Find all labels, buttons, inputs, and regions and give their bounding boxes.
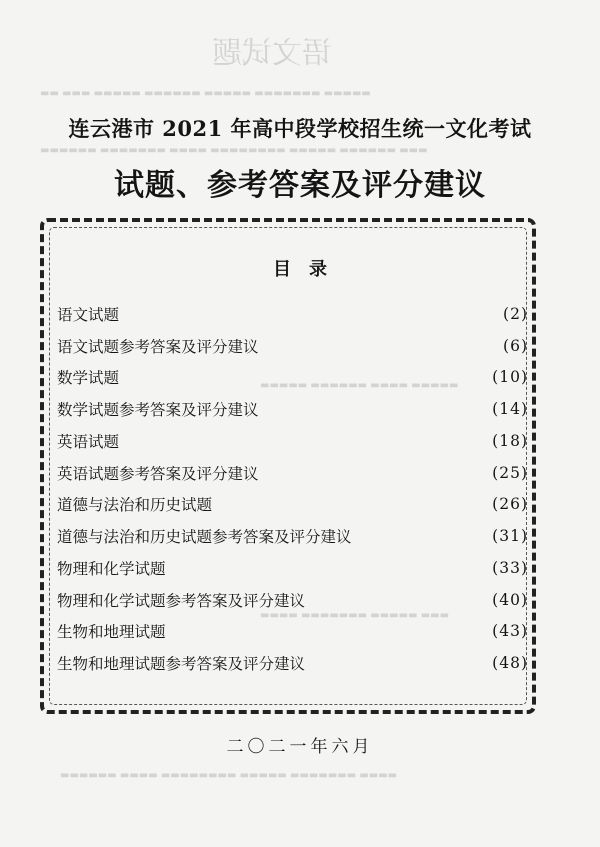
toc-entry (57, 298, 528, 330)
toc-entry-page: (40) (492, 590, 528, 609)
toc-entry (57, 489, 528, 521)
toc-entry-page: (43) (492, 622, 528, 641)
document-subtitle: 试题、参考答案及评分建议 (114, 168, 486, 203)
toc-entry-page: (33) (492, 558, 528, 577)
toc-entry-label: 道德与法治和历史试题 (57, 496, 213, 515)
toc-entry-page: (18) (492, 431, 528, 450)
toc-entry-page: (31) (492, 527, 528, 546)
toc-entry-label: 生物和地理试题 (57, 623, 166, 642)
toc-entry-label: 生物和地理试题参考答案及评分建议 (57, 655, 306, 674)
toc-entry-label: 物理和化学试题 (57, 559, 166, 578)
toc-entry-label: 物理和化学试题参考答案及评分建议 (57, 591, 306, 610)
bleed-through-text: ▬▬▬▬▬▬ ▬▬▬▬▬▬▬ ▬▬▬▬ ▬▬▬▬▬▬▬▬ ▬▬▬▬▬ ▬▬▬▬▬▬ ▬▬▬ (40, 145, 428, 156)
toc-entry-label: 数学试题 (57, 369, 120, 388)
bleed-through-heading: 语文试题 (212, 36, 332, 71)
toc-entry-page: (26) (492, 495, 528, 514)
toc-entry (57, 584, 528, 616)
toc-entry-label: 语文试题参考答案及评分建议 (57, 337, 259, 356)
bleed-through-text: ▬▬▬▬▬▬ ▬▬▬▬ ▬▬▬▬▬▬▬▬ ▬▬▬▬▬ ▬▬▬▬▬▬▬ ▬▬▬▬ (60, 770, 398, 781)
toc-entry-label: 英语试题 (57, 432, 120, 451)
toc-entry (57, 457, 528, 489)
toc-entry-page: (25) (492, 463, 528, 482)
toc-entry (57, 362, 528, 394)
toc-entry-page: (6) (503, 336, 528, 355)
bleed-through-text: ▬▬ ▬▬▬ ▬▬▬▬▬ ▬▬▬▬▬▬ ▬▬▬▬▬ ▬▬▬▬▬▬▬ ▬▬▬▬▬ (40, 88, 371, 99)
toc-entry (57, 552, 528, 584)
toc-entry-label: 语文试题 (57, 305, 120, 324)
toc-entry-page: (2) (503, 304, 528, 323)
toc-entry-page: (10) (492, 368, 528, 387)
toc-list (57, 298, 528, 679)
toc-entry (57, 425, 528, 457)
toc-entry (57, 393, 528, 425)
toc-entry-label: 道德与法治和历史试题参考答案及评分建议 (57, 528, 352, 547)
toc-entry (57, 330, 528, 362)
toc-heading: 目录 (273, 259, 345, 280)
document-title: 连云港市 2021 年高中段学校招生统一文化考试 (68, 116, 532, 141)
toc-entry-page: (14) (492, 400, 528, 419)
toc-entry (57, 647, 528, 679)
toc-entry-page: (48) (492, 654, 528, 673)
toc-entry-label: 英语试题参考答案及评分建议 (57, 464, 259, 483)
toc-entry-label: 数学试题参考答案及评分建议 (57, 401, 259, 420)
bleed-through-text: ▬▬▬▬▬ ▬▬▬▬▬▬ ▬▬▬▬ ▬▬▬▬▬ (260, 380, 459, 391)
toc-entry (57, 616, 528, 648)
publication-date: 二〇二一年六月 (226, 737, 374, 757)
bleed-through-text: ▬▬▬▬ ▬▬▬▬▬▬▬ ▬▬▬▬▬ ▬▬▬ (260, 610, 450, 621)
toc-entry (57, 520, 528, 552)
